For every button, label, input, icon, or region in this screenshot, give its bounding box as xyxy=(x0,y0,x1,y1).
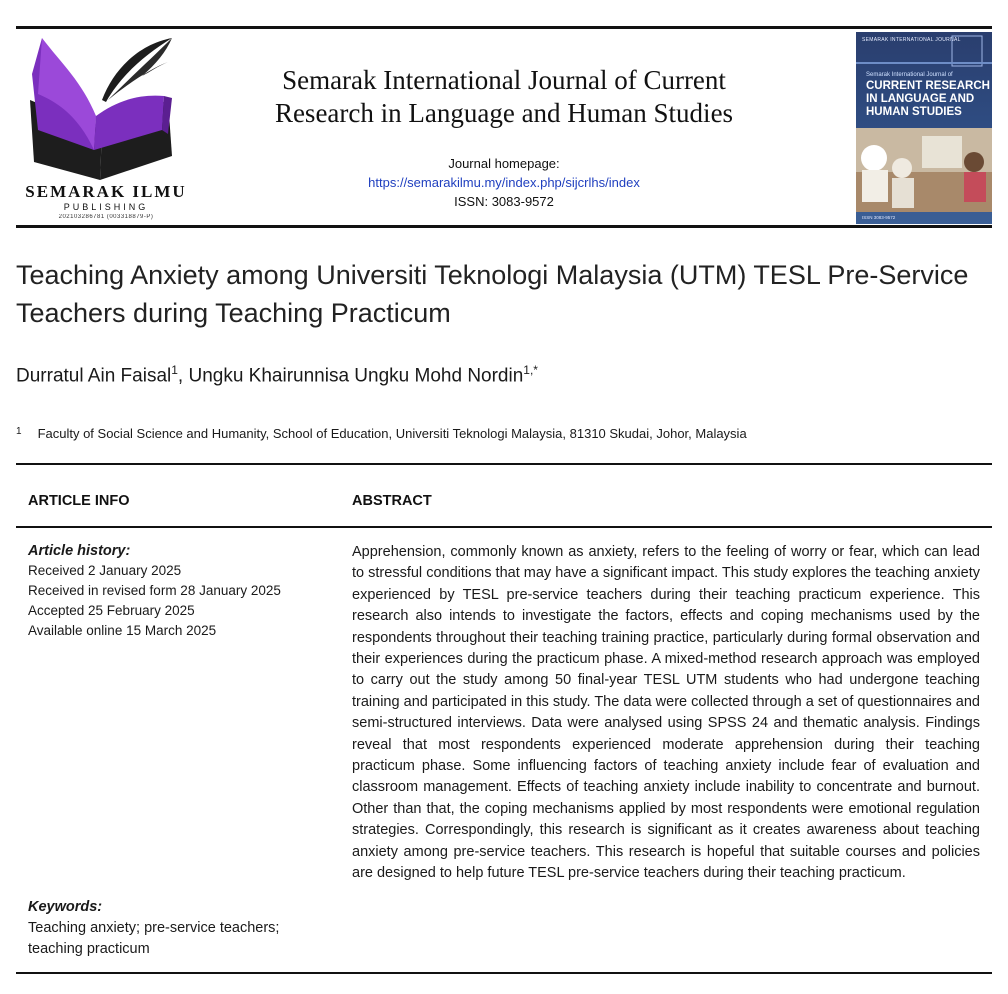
keywords-label: Keywords: xyxy=(28,899,103,915)
homepage-link[interactable]: https://semarakilmu.my/index.php/sijcrlhs/index xyxy=(368,175,640,190)
online-date: Available online 15 March 2025 xyxy=(28,623,217,638)
cover-photo-image xyxy=(856,128,992,212)
cover-title-text: CURRENT RESEARCH IN LANGUAGE AND HUMAN STUDIES xyxy=(866,80,990,118)
journal-issn: ISSN: 3083-9572 xyxy=(454,194,554,209)
header-bottom-rule xyxy=(16,225,992,228)
paper-title: Teaching Anxiety among Universiti Teknologi Malaysia (UTM) TESL Pre-Service Teachers during Teaching Practicum xyxy=(16,260,969,328)
journal-title-line-2: Research in Language and Human Studies xyxy=(274,98,734,128)
author-2-affil: 1,* xyxy=(523,363,538,377)
cover-issn: ISSN 3083-9572 xyxy=(862,215,896,220)
journal-header xyxy=(16,30,992,224)
cover-small-text: Semarak International Journal of xyxy=(866,72,953,78)
affiliation-text: Faculty of Social Science and Humanity, School of Education, Universiti Teknologi Malaysia, 81310 Skudai, Johor, Malaysia xyxy=(37,426,747,441)
publisher-registration: 202103286781 (003318879-P) xyxy=(58,214,154,220)
received-date: Received 2 January 2025 xyxy=(28,563,182,578)
journal-cover xyxy=(856,32,992,224)
accepted-date: Accepted 25 February 2025 xyxy=(28,603,195,618)
journal-info xyxy=(276,154,732,211)
keywords-block xyxy=(28,897,328,960)
publisher-logo xyxy=(16,30,196,224)
info-top-rule xyxy=(16,463,992,465)
revised-date: Received in revised form 28 January 2025 xyxy=(28,583,281,598)
keywords-text: Teaching anxiety; pre-service teachers; teaching practicum xyxy=(28,920,280,957)
publisher-sub: PUBLISHING xyxy=(63,202,149,212)
article-info-heading: ARTICLE INFO xyxy=(28,493,130,509)
author-1: Durratul Ain Faisal xyxy=(16,365,172,387)
abstract-text: Apprehension, commonly known as anxiety, refers to the feeling of worry or fear, which can lead to stressful conditions that may have a significant impact. This study explores the teaching anxiety experienced by TESL pre-service teachers during their teaching practicum experience. This research also intends to investigate the factors, effects and coping mechanisms used by the respondents throughout their teaching training practice, particularly during formal observation and their experiences during the practicum phase. A mixed-method research approach was employed to carry out the study among 50 final-year TESL UTM students who had undergone teaching training and participated in this study. The data were collected through a set of questionnaires and semi-structured interviews. Data were analysed using SPSS 24 and thematic analysis. Findings reveal that most respondents experienced moderate apprehension during their teaching practicum phase. Some influencing factors of teaching anxiety include fear of evaluation and classroom management. Effects of teaching anxiety include inability to concentrate and burnout. Other than that, the coping mechanisms applied by most respondents were emotional regulation strategies. Correspondingly, this research is significant as it creates awareness about teaching anxiety among pre-service teachers. This research is hopeful that suitable courses and policies are designed to help future TESL pre-service teachers during their teaching practicum. xyxy=(352,544,980,882)
author-2: Ungku Khairunnisa Ungku Mohd Nordin xyxy=(188,365,524,387)
affiliation-number: 1 xyxy=(16,426,22,437)
open-book-quill-icon xyxy=(22,34,190,180)
abstract-heading: ABSTRACT xyxy=(352,493,432,509)
journal-title xyxy=(236,64,772,130)
info-head-rule xyxy=(16,526,992,528)
authors: Durratul Ain Faisal$^1$, Ungku Khairunnisa Ungku Mohd Nordin$^{1,*}$ xyxy=(16,363,538,387)
history-label: Article history: xyxy=(28,543,131,559)
publisher-name: SEMARAK ILMU xyxy=(25,182,187,201)
affiliation xyxy=(16,426,747,441)
header-top-rule xyxy=(16,26,992,29)
homepage-label: Journal homepage: xyxy=(448,156,560,171)
article-history xyxy=(28,541,328,641)
cover-top-text: SEMARAK INTERNATIONAL JOURNAL xyxy=(862,37,961,43)
author-1-affil: 1 xyxy=(171,363,178,377)
info-bottom-rule xyxy=(16,972,992,974)
journal-title-line-1: Semarak International Journal of Current xyxy=(282,65,726,95)
